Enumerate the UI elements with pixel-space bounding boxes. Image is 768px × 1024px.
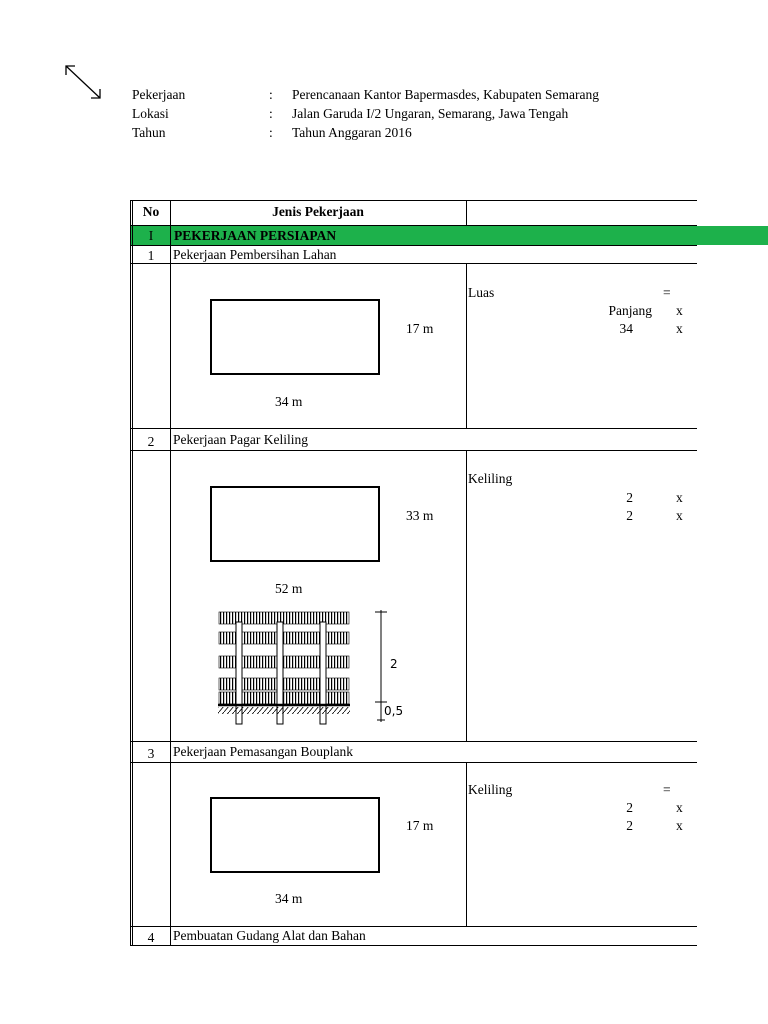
dimension-side-label: 33 m [406, 508, 434, 523]
dimension-side-label: 17 m [406, 321, 434, 336]
calc-equals: = [663, 782, 671, 797]
fence-base-label: 0,5 [384, 704, 404, 718]
calc-operator: x [676, 321, 683, 336]
item-title: Pekerjaan Pagar Keliling [173, 432, 308, 447]
header-value: Tahun Anggaran 2016 [292, 125, 412, 140]
calc-value: 2 [626, 818, 633, 833]
site-plan-rectangle [210, 299, 380, 375]
item-number: 3 [147, 746, 155, 761]
section-title: PEKERJAAN PERSIAPAN [174, 228, 337, 243]
calc-value: 2 [626, 508, 633, 523]
header-separator: : [269, 125, 273, 140]
dimension-bottom-label: 52 m [275, 581, 303, 596]
item-number: 2 [147, 434, 155, 449]
item-number: 1 [147, 248, 155, 263]
fence-drawing [214, 604, 410, 730]
calc-operator: x [676, 800, 683, 815]
calc-operator: x [676, 303, 683, 318]
dimension-bottom-label: 34 m [275, 394, 303, 409]
column-header-no: No [142, 204, 160, 219]
site-plan-rectangle [210, 486, 380, 562]
item-number: 4 [147, 930, 155, 945]
header-label: Tahun [132, 125, 166, 140]
header-separator: : [269, 106, 273, 121]
calc-operator: x [676, 490, 683, 505]
header-value: Jalan Garuda I/2 Ungaran, Semarang, Jawa Tengah [292, 106, 569, 121]
calc-label: Luas [468, 285, 495, 300]
calc-operator: x [676, 818, 683, 833]
header-separator: : [269, 87, 273, 102]
item-title: Pembuatan Gudang Alat dan Bahan [173, 928, 366, 943]
calc-label: Keliling [468, 782, 513, 797]
calc-operator: x [676, 508, 683, 523]
item-title: Pekerjaan Pembersihan Lahan [173, 247, 337, 262]
site-plan-rectangle [210, 797, 380, 873]
calc-value: 34 [619, 321, 633, 336]
item-title: Pekerjaan Pemasangan Bouplank [173, 744, 353, 759]
calc-equals: = [663, 285, 671, 300]
header-label: Pekerjaan [132, 87, 186, 102]
dimension-side-label: 17 m [406, 818, 434, 833]
calc-value: 2 [626, 490, 633, 505]
resize-arrow-icon [60, 60, 106, 104]
calc-value: 2 [626, 800, 633, 815]
header-value: Perencanaan Kantor Bapermasdes, Kabupaten Semarang [292, 87, 599, 102]
column-header-jenis: Jenis Pekerjaan [272, 204, 364, 219]
fence-height-label: 2 [390, 657, 398, 671]
dimension-bottom-label: 34 m [275, 891, 303, 906]
section-number: I [148, 228, 154, 243]
calc-value: Panjang [608, 303, 652, 318]
calc-label: Keliling [468, 471, 513, 486]
header-label: Lokasi [132, 106, 169, 121]
